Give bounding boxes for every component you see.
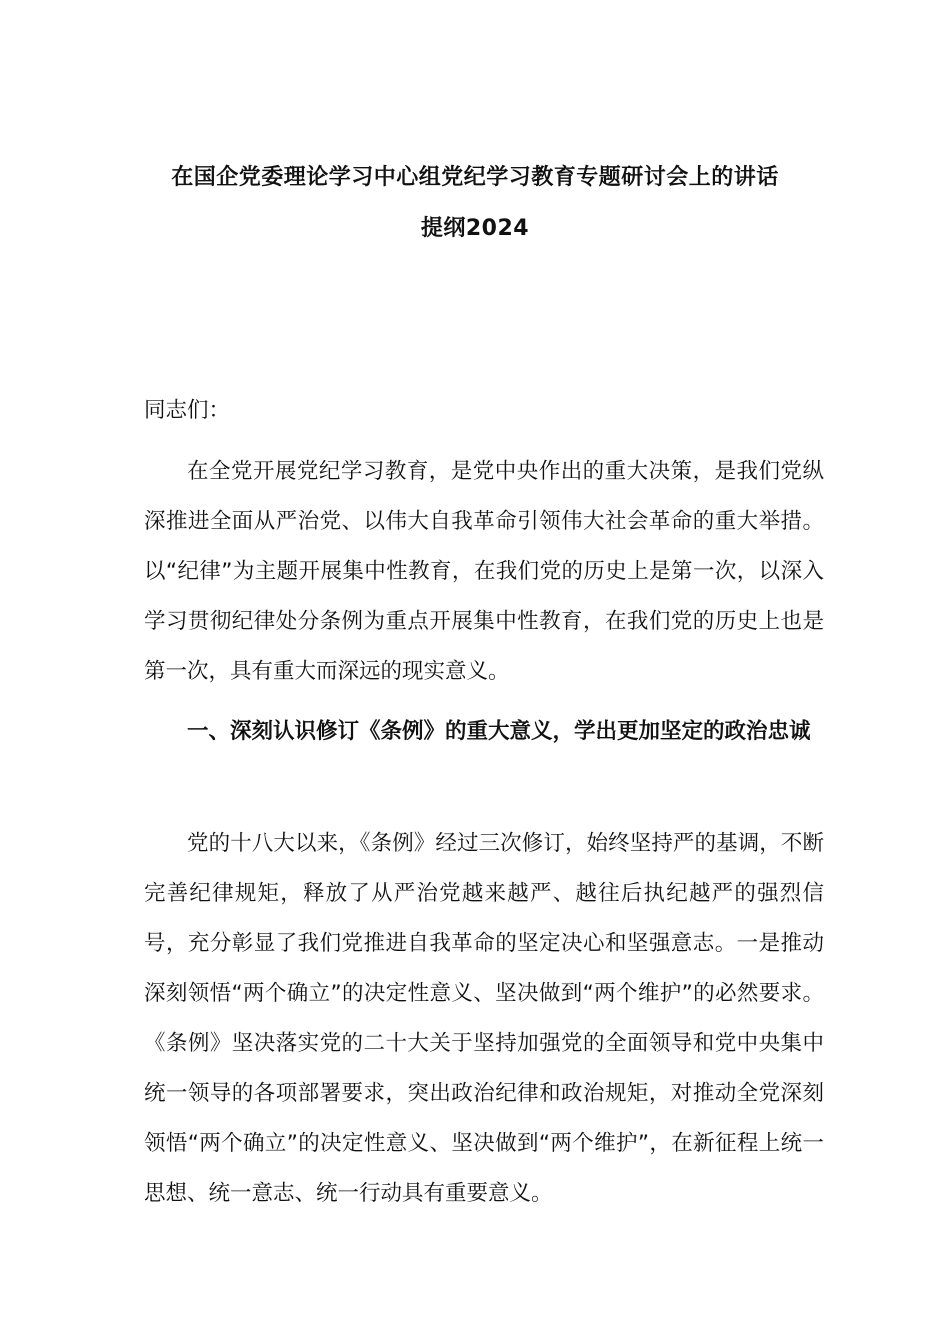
- paragraph-intro: 在全党开展党纪学习教育，是党中央作出的重大决策，是我们党纵深推进全面从严治党、以伟大自我革命引领伟大社会革命的重大举措。以“纪律”为主题开展集中性教育，在我们党的历史上是第一次，以深入学习贯彻纪律处分条例为重点开展集中性教育，在我们党的历史上也是第一次，具有重大而深远的现实意义。: [144, 459, 824, 684]
- paragraph-section-1: 党的十八大以来，《条例》经过三次修订，始终坚持严的基调，不断完善纪律规矩，释放了从严治党越来越严、越往后执纪越严的强烈信号，充分彰显了我们党推进自我革命的坚定决心和坚强意志。一是推动深刻领悟“两个确立”的决定性意义、坚决做到“两个维护”的必然要求。《条例》坚决落实党的二十大关于坚持加强党的全面领导和党中央集中统一领导的各项部署要求，突出政治纪律和政治规矩，对推动全党深刻领悟“两个确立”的决定性意义、坚决做到“两个维护”，在新征程上统一思想、统一意志、统一行动具有重要意义。: [144, 831, 824, 1206]
- document-title-line-2: 提纲2024: [420, 216, 530, 241]
- section-heading-1: 一、深刻认识修订《条例》的重大意义，学出更加坚定的政治忠诚: [187, 719, 811, 744]
- salutation: 同志们：: [144, 398, 231, 423]
- document-title-line-1: 在国企党委理论学习中心组党纪学习教育专题研讨会上的讲话: [171, 165, 779, 190]
